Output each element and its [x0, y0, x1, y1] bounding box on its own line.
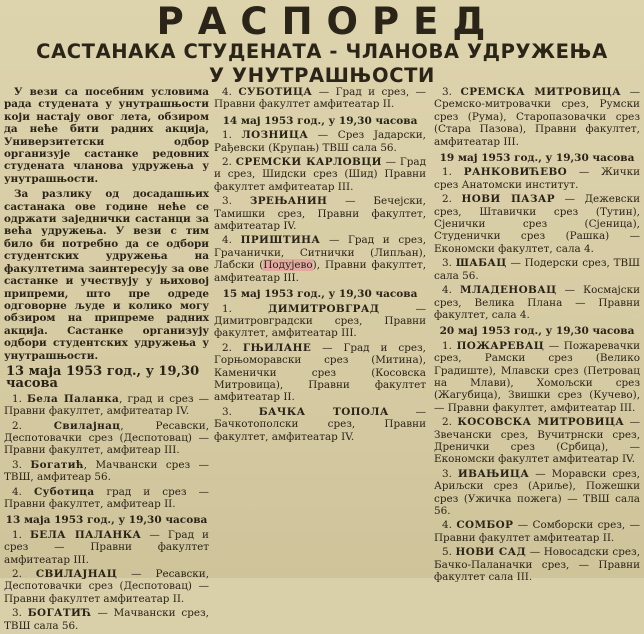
entry-number: 3.	[442, 86, 452, 98]
entry-place: СРЕМСКА МИТРОВИЦА	[460, 86, 621, 98]
entry-number: 2.	[12, 568, 22, 581]
entry-number: 1.	[222, 129, 232, 142]
intro-paragraph: За разлику од досадашњих састанака ове године неће се одржати заједнички састанци за већа удружења. У вези с тим било би потребно да се одбори студентских удружења на факултетима заинтересују за ове састанке и учествују у њиховој припреми, што пре одреде одговорне људе и колико могу обзиром на припреме радних акција. Састанке организују одбори студентских удружења у унутрашњости.	[4, 188, 209, 362]
entry-list	[214, 86, 426, 111]
schedule-entry	[434, 284, 640, 321]
entry-place: БЕЛА ПАЛАНКА	[30, 528, 142, 541]
entry-place: Свилајнац	[53, 419, 121, 432]
entry-details: — Космајски срез, Велика Плана — Правни факултет, сала 4.	[434, 284, 640, 321]
schedule-entry	[214, 156, 426, 193]
date-heading: 13 маја 1953 год., у 19,30 часова	[5, 514, 208, 527]
schedule-entry	[214, 406, 426, 443]
entry-place: Бела Паланка	[26, 392, 120, 405]
schedule-entry	[214, 195, 426, 232]
entry-number: 4.	[442, 284, 452, 297]
entry-details: , град и срез — Правни факултет, амфитеатар IV.	[4, 392, 209, 418]
entry-place: СОМБОР	[456, 519, 514, 532]
page-subtitle	[0, 40, 644, 88]
entry-number: 2.	[222, 341, 232, 354]
entry-number: 4.	[12, 485, 22, 498]
entry-number: 3.	[442, 467, 452, 480]
entry-place: ЛОЗНИЦА	[241, 129, 309, 142]
entry-details: , Ресавски, Деспотовачки срез (Деспотовац) — Правни факултет, амфитеар III.	[4, 419, 209, 457]
schedule-entry	[214, 86, 426, 111]
schedule-entry	[434, 468, 640, 518]
entry-number: 3.	[12, 458, 22, 471]
subtitle-line-2: У УНУТРАШЊОСТИ	[209, 64, 435, 87]
entry-place: ДИМИТРОВГРАД	[268, 302, 380, 315]
entry-details: — Град и срез, Горњоморавски срез (Митина), Каменички срез (Косовска Митровица), Правни факултет амфитеатар II.	[214, 341, 426, 404]
entry-number: 2.	[222, 156, 232, 169]
schedule-entry	[4, 486, 209, 511]
date-heading: 15 мај 1953 год., у 19,30 часова	[222, 288, 418, 301]
entry-details: — Град и срез, Шидски срез (Шид) Правни факултет амфитеатар III.	[214, 156, 426, 193]
date-heading: 19 мај 1953 год., у 19,30 часова	[439, 152, 635, 165]
schedule-entry	[434, 546, 640, 583]
entry-place: БОГАТИЋ	[27, 607, 92, 620]
entry-place: НОВИ САД	[455, 546, 527, 559]
entry-place: ГЊИЛАНЕ	[242, 341, 312, 354]
entry-details: — Жички срез Анатомски институт.	[434, 166, 640, 191]
entry-place: СУБОТИЦА	[238, 86, 313, 98]
entry-list	[4, 393, 209, 511]
schedule-entry	[434, 519, 640, 544]
schedule-entry	[4, 393, 209, 418]
schedule-entry	[434, 86, 640, 148]
schedule-entry	[434, 257, 640, 282]
entry-place: МЛАДЕНОВАЦ	[460, 284, 557, 297]
entry-place: Богатић	[30, 458, 84, 471]
entry-list	[214, 129, 426, 284]
schedule-entry	[4, 459, 209, 484]
entry-details: — Бечејски, Тамишки срез, Правни факултет, амфитеатар IV.	[214, 195, 426, 233]
entry-details: — Пожаревачки срез, Рамски срез (Велико Градиште), Млавски срез (Петровац на Млави), Хомољски срез (Жагубица), Звишки срез (Кучево), — Правни факултет, амфитеатар III.	[434, 339, 640, 414]
date-heading: 20 мај 1953 год., у 19,30 часова	[439, 325, 635, 338]
entry-number: 1.	[442, 166, 452, 179]
date-heading: 14 мај 1953 год., у 19,30 часова	[222, 114, 418, 127]
highlighted-text: Подујево	[263, 259, 313, 272]
entry-place: БАЧКА ТОПОЛА	[258, 405, 389, 418]
entry-place: СРЕМСКИ КАРЛОВЦИ	[235, 156, 382, 169]
entry-details: — Звечански срез, Вучитрнски срез, Дренички срез (Србица), — Економски факултет амфитеатар IV.	[434, 416, 640, 466]
intro-paragraph: У вези са посебним условима рада студената у унутрашњости који настају овог лета, обзиром да неће бити радних акција, Универзитетски одбор организује састанке редовних студената чланова удружења у унутрашњости.	[4, 86, 209, 185]
schedule-entry	[434, 166, 640, 191]
schedule-entry	[4, 607, 209, 632]
entry-place: Суботица	[33, 485, 95, 498]
schedule-entry	[434, 340, 640, 414]
entry-list	[4, 529, 209, 632]
schedule-entry	[4, 568, 209, 605]
entry-details: — Сремско-митровачки срез, Румски срез (Рума), Старопазовачки срез (Стара Пазова), Правни факултет, амфитеатар III.	[434, 86, 640, 148]
entry-number: 4.	[222, 234, 232, 247]
entry-number: 1.	[442, 339, 452, 352]
entry-list	[434, 340, 640, 584]
entry-details: — Бачкотополски срез, Правни факултет, амфитеатар IV.	[214, 405, 426, 443]
entry-details: — Новосадски срез, Бачко-Паланачки срез, — Правни факултет сала III.	[434, 546, 640, 584]
entry-details: — Ресавски, Деспотовачки срез (Деспотовац) — Правни факултет амфитеатар II.	[4, 568, 210, 605]
schedule-entry	[4, 420, 209, 457]
schedule-entry	[214, 342, 426, 404]
entry-place: НОВИ ПАЗАР	[461, 193, 555, 206]
entry-number: 1.	[12, 392, 22, 405]
entry-number: 2.	[12, 419, 22, 432]
entry-number: 4.	[222, 86, 232, 98]
entry-details: — Град и срез, Грачанички, Ситнички (Липљан), Лабски (Подујево), Правни факултет, амфитеатар III.	[214, 234, 426, 284]
entry-details: — Дежевски срез, Штавички срез (Тутин), Сјенички срез (Сјеница), Студенички срез (Рашка) — Економски факултет, сала 4.	[434, 193, 641, 255]
entry-place: ЗРЕЊАНИН	[249, 195, 328, 208]
date-heading: 13 маја 1953 год., у 19,30 часова	[6, 363, 200, 392]
entry-place: ПОЖАРЕВАЦ	[456, 339, 545, 352]
entry-place: КОСОВСКА МИТРОВИЦА	[457, 416, 625, 429]
entry-details: — Град и срез — Правни факултет амфитеатар III.	[4, 528, 209, 566]
subtitle-line-1: САСТАНАКА СТУДЕНАТА - ЧЛАНОВА УДРУЖЕЊА	[36, 40, 608, 63]
entry-place: ИВАЊИЦА	[457, 467, 530, 480]
schedule-entry	[214, 234, 426, 284]
page-title: РАСПОРЕД	[156, 0, 500, 43]
entry-place: ПРИШТИНА	[240, 234, 321, 247]
entry-place: ШАБАЦ	[455, 257, 507, 270]
entry-number: 3.	[442, 257, 452, 270]
entry-details: — Срез Јадарски, Рађевски (Крупањ) ТВШ сала 56.	[214, 129, 426, 154]
entry-place: РАНКОВИЋЕВО	[463, 166, 568, 179]
entry-number: 4.	[442, 519, 452, 532]
column-3	[434, 86, 640, 585]
entry-number: 2.	[442, 193, 452, 206]
entry-number: 3.	[222, 405, 232, 418]
entry-number: 5.	[442, 546, 452, 559]
entry-list	[434, 86, 640, 148]
entry-details: — Мачвански срез, ТВШ сала 56.	[4, 607, 209, 632]
entry-number: 1.	[12, 528, 22, 541]
entry-details: — Димитровградски срез, Правни факултет, амфитеатар III.	[214, 302, 426, 340]
schedule-entry	[214, 129, 426, 154]
entry-list	[434, 166, 640, 321]
column-1	[4, 86, 209, 634]
entry-details: — Сомборски срез, — Правни факултет амфитеатар II.	[434, 519, 640, 544]
entry-number: 2.	[442, 416, 452, 429]
entry-details: — Подерски срез, ТВШ сала 56.	[434, 257, 640, 282]
schedule-entry	[214, 303, 426, 340]
schedule-entry	[434, 416, 640, 466]
entry-list	[214, 303, 426, 443]
entry-details: — Моравски срез, Ариљски срез (Ариље), Пожешки срез (Ужичка пожега) — ТВШ сала 56.	[434, 467, 640, 517]
entry-number: 3.	[12, 607, 22, 620]
entry-details: — Град и срез, — Правни факултет амфитеатар II.	[214, 86, 426, 111]
entry-place: СВИЛАЈНАЦ	[35, 568, 118, 581]
entry-details: , Мачвански срез — ТВШ, амфитеар 56.	[4, 458, 209, 484]
column-2	[214, 86, 426, 445]
entry-number: 1.	[222, 302, 232, 315]
schedule-entry	[434, 193, 640, 255]
entry-number: 3.	[222, 195, 232, 208]
entry-details: град и срез — Правни факултет, амфитеар II.	[4, 485, 209, 510]
schedule-entry	[4, 529, 209, 566]
